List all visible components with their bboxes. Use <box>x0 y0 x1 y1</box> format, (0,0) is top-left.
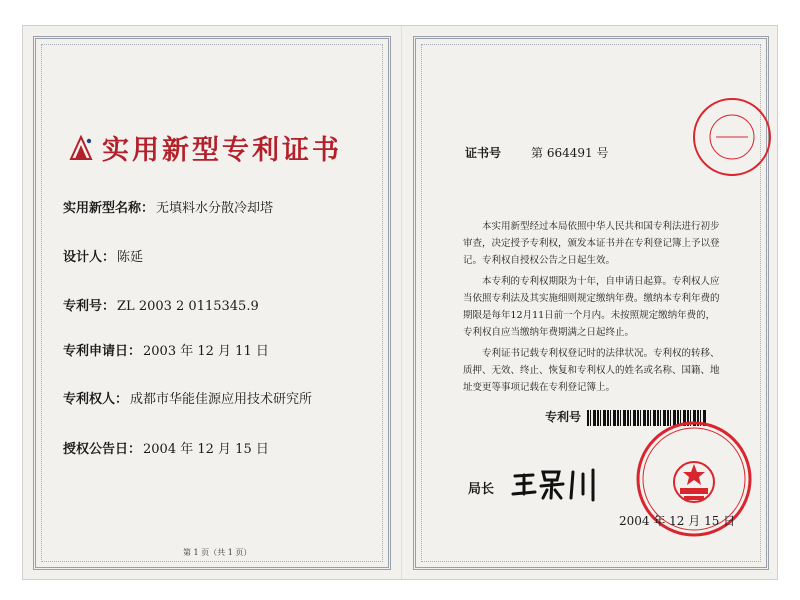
paragraph: 本专利的专利权期限为十年，自申请日起算。专利权人应当依照专利法及其实施细则规定缴纳年费。缴纳本专利年费的期限是每年12月11日前一个月内。未按照规定缴纳年费的，专利权自应当缴纳年费期满之日起终止。 <box>463 276 720 338</box>
field-value: 成都市华能佳源应用技术研究所 <box>130 392 313 407</box>
certificate-number <box>465 144 608 161</box>
issue-date: 2004 年 12 月 15 日 <box>619 514 736 528</box>
field-application-date <box>63 340 269 359</box>
field-label: 实用新型名称： <box>63 201 155 216</box>
patent-number-label: 专利号 <box>545 410 582 424</box>
field-value: 2003 年 12 月 11 日 <box>143 344 269 359</box>
patent-office-logo-icon <box>68 135 94 161</box>
field-label: 设计人： <box>63 250 116 265</box>
field-label: 专利申请日： <box>63 344 142 359</box>
field-label: 专利权人： <box>63 392 129 407</box>
paragraph: 本实用新型经过本局依照中华人民共和国专利法进行初步审查，决定授予专利权，颁发本证书并在专利登记簿上予以登记。专利权自授权公告之日起生效。 <box>463 221 720 266</box>
field-grant-date <box>63 438 269 457</box>
field-utility-name <box>63 197 273 216</box>
page-number: 第 1 页（共 1 页） <box>183 548 252 557</box>
field-label: 专利号： <box>63 299 116 314</box>
certificate-sheet <box>22 25 778 580</box>
field-patentee <box>63 388 312 407</box>
right-page <box>413 36 769 570</box>
field-designer <box>63 246 143 265</box>
left-page <box>33 36 391 570</box>
title-block <box>68 128 342 167</box>
fold-line <box>401 26 403 579</box>
field-patent-number <box>63 295 259 314</box>
director-signature-icon <box>509 464 599 504</box>
certificate-body <box>463 218 723 400</box>
field-value: ZL 2003 2 0115345.9 <box>117 299 259 314</box>
certificate-number-value: 第 664491 号 <box>531 146 609 160</box>
director-label: 局长 <box>468 482 495 497</box>
field-label: 授权公告日： <box>63 442 142 457</box>
certificate-number-label: 证书号 <box>465 146 502 160</box>
field-value: 2004 年 12 月 15 日 <box>143 442 269 457</box>
field-value: 陈延 <box>117 250 144 265</box>
paragraph: 专利证书记载专利权登记时的法律状况。专利权的转移、质押、无效、终止、恢复和专利权人的姓名或名称、国籍、地址变更等事项记载在专利登记簿上。 <box>463 348 720 393</box>
certificate-title: 实用新型专利证书 <box>102 135 342 166</box>
printing-seal-icon <box>691 96 773 178</box>
field-value: 无填料水分散冷却塔 <box>156 201 274 216</box>
